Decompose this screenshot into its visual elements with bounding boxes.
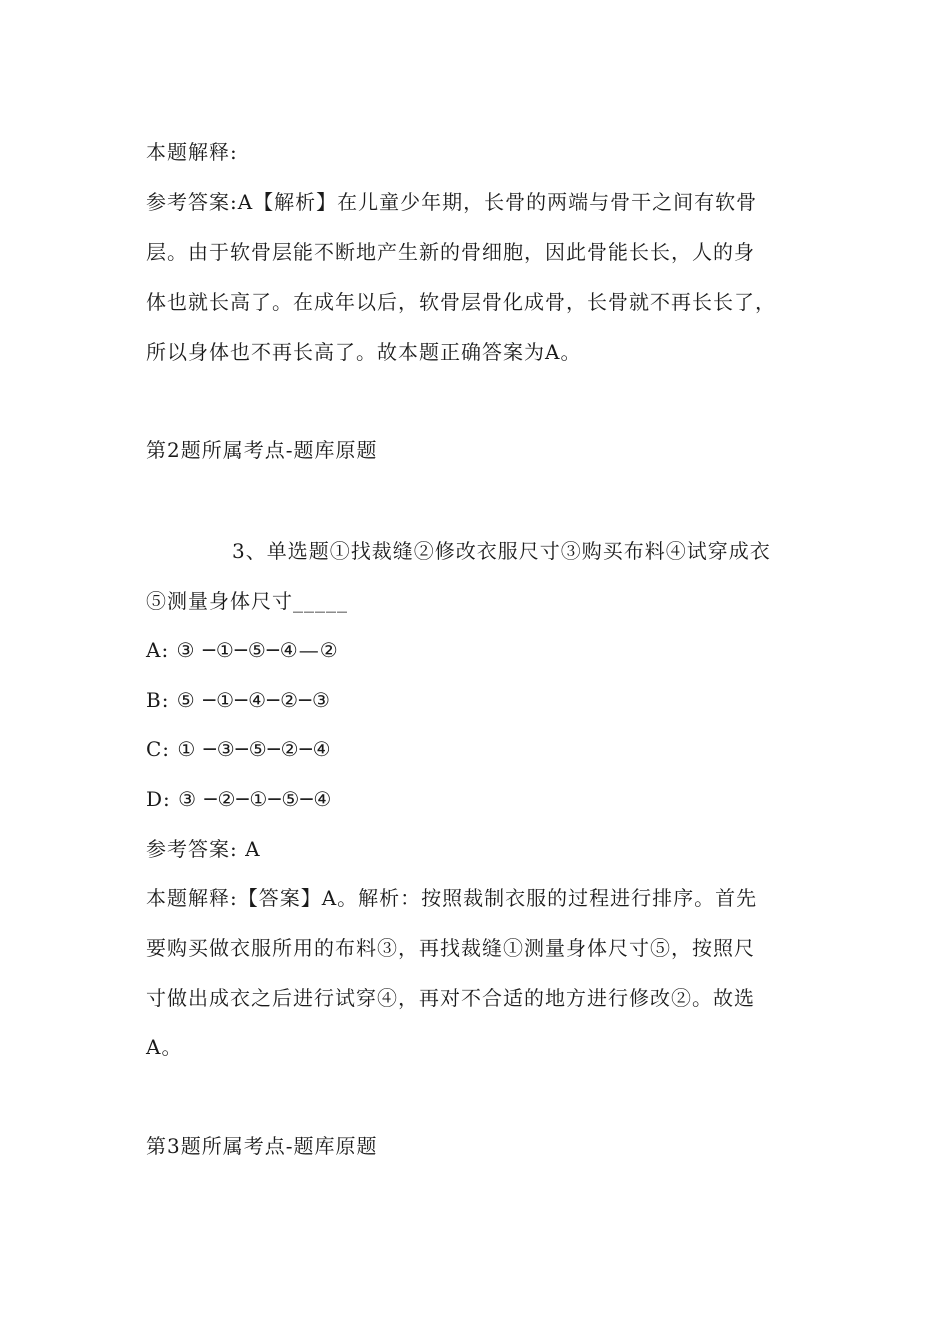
- answer-line: 所以身体也不再长高了。故本题正确答案为A。: [146, 340, 582, 364]
- answer-line: 层。由于软骨层能不断地产生新的骨细胞，因此骨能长长，人的身: [146, 240, 755, 264]
- option-b: B: ⑤ ─①─④─②─③: [146, 688, 331, 712]
- explanation-line: 本题解释:【答案】A。解析：按照裁制衣服的过程进行排序。首先: [146, 886, 758, 910]
- topic-line-q2: 第2题所属考点-题库原题: [146, 438, 378, 462]
- option-c: C: ① ─③─⑤─②─④: [146, 737, 332, 761]
- reference-answer: 参考答案: A: [146, 837, 261, 861]
- answer-line: 体也就长高了。在成年以后，软骨层骨化成骨，长骨就不再长长了，: [146, 290, 776, 314]
- explanation-line: A。: [146, 1035, 183, 1059]
- explanation-line: 要购买做衣服所用的布料③，再找裁缝①测量身体尺寸⑤，按照尺: [146, 936, 755, 960]
- option-a: A: ③ ─①─⑤─④—②: [146, 638, 339, 662]
- explanation-heading: 本题解释:: [146, 140, 238, 164]
- option-d: D: ③ ─②─①─⑤─④: [146, 787, 333, 811]
- question-stem: 3、单选题①找裁缝②修改衣服尺寸③购买布料④试穿成衣: [232, 539, 771, 563]
- topic-line-q3: 第3题所属考点-题库原题: [146, 1134, 378, 1158]
- answer-line: 参考答案:A【解析】在儿童少年期，长骨的两端与骨干之间有软骨: [146, 190, 758, 214]
- explanation-line: 寸做出成衣之后进行试穿④，再对不合适的地方进行修改②。故选: [146, 986, 755, 1010]
- question-stem: ⑤测量身体尺寸_____: [146, 589, 348, 613]
